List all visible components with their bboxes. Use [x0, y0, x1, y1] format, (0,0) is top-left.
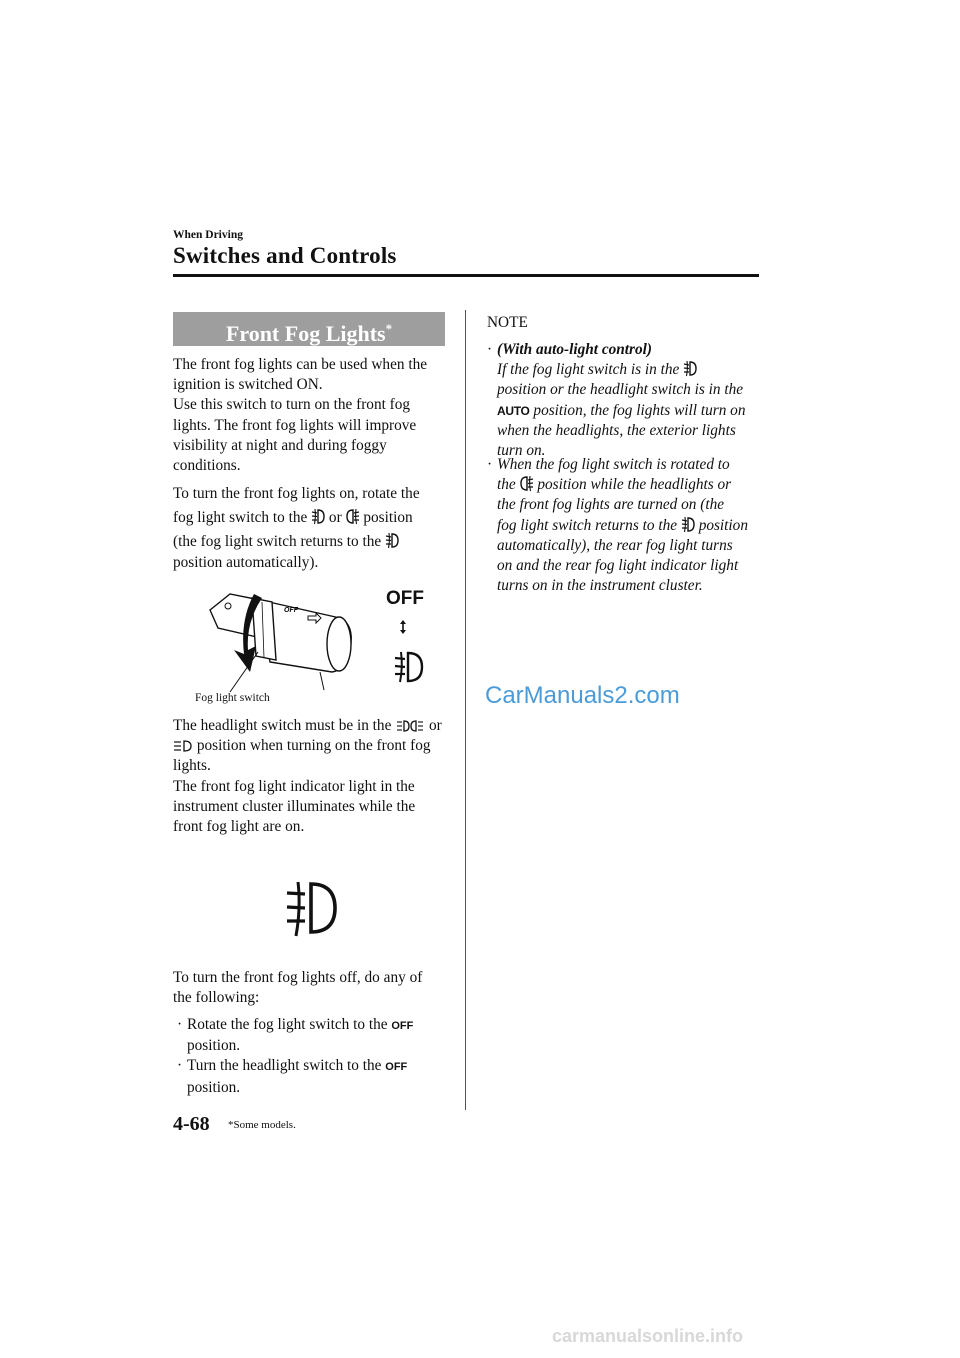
- text-fragment: position: [698, 516, 748, 534]
- text-line: When the fog light switch is rotated to: [497, 456, 730, 473]
- list-item: [487, 340, 767, 461]
- turn-on-paragraph: [173, 484, 463, 573]
- text-line: turns on in the instrument cluster.: [497, 577, 703, 595]
- text-line: Use this switch to turn on the front fog: [173, 396, 411, 414]
- text-fragment: or: [429, 717, 442, 734]
- text-line-with-icon: [173, 736, 463, 756]
- section-label: When Driving: [173, 229, 243, 241]
- text-fragment: Turn the headlight switch to the: [187, 1057, 382, 1075]
- text-line: the following:: [173, 989, 260, 1007]
- front-fog-position-icon: [393, 650, 425, 684]
- front-fog-light-icon: [385, 532, 399, 549]
- front-fog-light-icon: [683, 360, 697, 377]
- text-line: ignition is switched ON.: [173, 376, 323, 394]
- text-line: turn on.: [497, 442, 546, 460]
- off-symbol: OFF: [391, 1020, 414, 1032]
- text-fragment: If the fog light switch is in the: [497, 361, 680, 379]
- text-line: conditions.: [173, 457, 241, 475]
- note-item-1: [487, 340, 767, 461]
- note-heading: NOTE: [487, 314, 528, 331]
- text-line: position automatically).: [173, 553, 319, 571]
- headlight-icon: [173, 739, 193, 753]
- text-line-with-auto: [497, 401, 767, 421]
- watermark-link[interactable]: CarManuals2.com: [485, 682, 680, 709]
- text-line-with-icon: [497, 360, 767, 380]
- list-item: [487, 455, 772, 596]
- text-fragment: the: [497, 476, 516, 494]
- text-line-with-icon: [497, 475, 772, 495]
- some-models-mark: *: [385, 321, 393, 336]
- bullet: ·: [177, 1057, 183, 1075]
- text-line: visibility at night and during foggy: [173, 436, 387, 454]
- text-line: lights.: [173, 757, 211, 775]
- text-line: The front fog lights can be used when the: [173, 356, 428, 373]
- text-line: instrument cluster illuminates while the: [173, 797, 416, 815]
- text-line-with-icon: [173, 716, 463, 736]
- text-fragment: or: [328, 509, 342, 527]
- text-line: front fog light are on.: [173, 818, 305, 836]
- off-position-label: OFF: [386, 588, 424, 609]
- text-fragment: (the fog light switch returns to the: [173, 533, 382, 551]
- text-line: lights. The front fog lights will improve: [173, 416, 417, 434]
- front-fog-light-icon: [681, 516, 695, 533]
- intro-paragraph: [173, 355, 463, 476]
- text-fragment: The headlight switch must be in the: [173, 717, 392, 734]
- parking-lights-icon: [395, 719, 425, 733]
- bullet: ·: [177, 1016, 183, 1033]
- text-line: on and the rear fog light indicator light: [497, 557, 739, 575]
- text-line-with-icon: [173, 532, 463, 552]
- text-fragment: position.: [187, 1037, 241, 1055]
- header-rule: [173, 274, 759, 277]
- chapter-title: Switches and Controls: [173, 243, 397, 268]
- section-title: Front Fog Lights: [225, 321, 386, 346]
- note-item-2: [487, 455, 772, 596]
- text-fragment: position: [363, 509, 413, 527]
- text-line: To turn the front fog lights on, rotate the: [173, 485, 420, 502]
- text-fragment: Rotate the fog light switch to the: [187, 1016, 388, 1033]
- list-item: [177, 1015, 467, 1056]
- footnote: *Some models.: [228, 1119, 296, 1131]
- front-fog-indicator-icon: [283, 878, 339, 938]
- text-fragment: position.: [187, 1078, 241, 1096]
- turn-off-bullets: [177, 1015, 467, 1098]
- text-fragment: position when turning on the front fog: [196, 737, 431, 755]
- off-symbol: OFF: [385, 1061, 408, 1074]
- front-fog-light-icon: [311, 508, 325, 525]
- note-item-title: (With auto-light control): [497, 341, 652, 358]
- text-line: when the headlights, the exterior lights: [497, 421, 736, 439]
- text-line: The front fog light indicator light in the: [173, 777, 415, 795]
- text-fragment: position, the fog lights will turn on: [533, 401, 746, 419]
- text-line: automatically), the rear fog light turns: [497, 536, 733, 554]
- headlight-paragraph: [173, 716, 463, 837]
- switch-off-label: OFF: [284, 607, 298, 614]
- auto-symbol: AUTO: [497, 403, 530, 418]
- text-fragment: position while the headlights or: [537, 476, 732, 494]
- text-fragment: fog light switch returns to the: [497, 516, 678, 534]
- figure-caption: Fog light switch: [195, 692, 270, 704]
- text-line: the front fog lights are turned on (the: [497, 496, 725, 514]
- footer-site-link[interactable]: carmanualsonline.info: [552, 1326, 744, 1346]
- column-divider: [465, 310, 466, 1110]
- rear-fog-light-icon: [520, 475, 534, 492]
- rear-fog-light-icon: [346, 508, 360, 525]
- text-line-with-icon: [497, 516, 772, 536]
- section-title-bar: [173, 312, 445, 346]
- bullet: ·: [487, 341, 493, 358]
- text-line-with-icons: [173, 508, 463, 528]
- turn-off-paragraph: [173, 968, 463, 1008]
- list-item: [177, 1056, 467, 1097]
- text-line: To turn the front fog lights off, do any of: [173, 969, 423, 986]
- text-fragment: fog light switch to the: [173, 509, 308, 527]
- bullet: ·: [487, 456, 493, 473]
- page-number: 4-68: [173, 1113, 210, 1135]
- text-line: position or the headlight switch is in the: [497, 381, 744, 399]
